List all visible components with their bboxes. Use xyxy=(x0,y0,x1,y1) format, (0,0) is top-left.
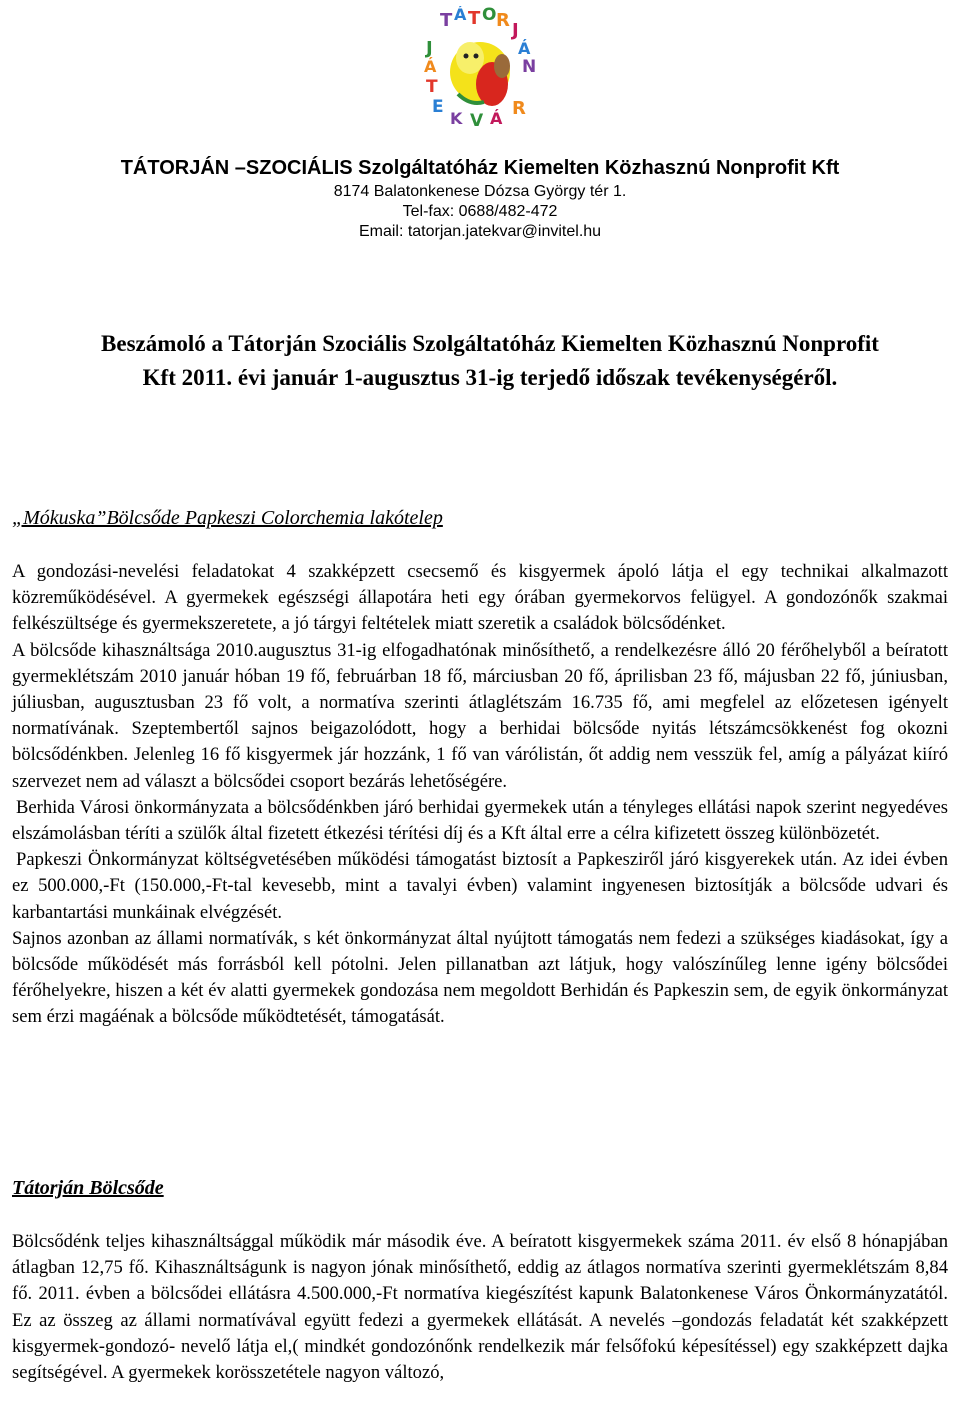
report-title-line: Kft 2011. évi január 1-augusztus 31-ig terjedő időszak tevékenységéről. xyxy=(142,365,838,390)
logo-letter: T xyxy=(440,10,453,31)
organization-address: 8174 Balatonkenese Dózsa György tér 1. xyxy=(333,183,627,200)
report-title-line: Beszámoló a Tátorján Szociális Szolgáltatóház Kiemelten Közhasznú Nonprofit xyxy=(101,331,879,356)
logo-eye xyxy=(474,54,479,59)
logo xyxy=(418,6,542,130)
paragraph: Bölcsődénk teljes kihasználtsággal működik már második éve. A beíratott kisgyermekek száma 2011. év első 8 hónapjában átlagban 12,75 fő. Kihasználtságunk is nagyon jónak minősíthető, eddig az átlagos normatíva szerinti gyermeklétszám 8,84 fő. 2011. évben a bölcsődei ellátásra 4.500.000,-Ft normatíva kiegészítést kapunk Balatonkenese Város Önkormányzatától. Ez az összeg az állami normatívával együtt fedezi a gyermekek ellátását. A nevelés –gondozás feladatát két szakképzett kisgyermek-gondozó- nevelő látja el,( mindkét gondozónőnk rendelkezik már felsőfokú képesítéssel) egy szakképzett dajka segítségével. A gyermekek korösszetétele nagyon változó, xyxy=(12,1231,948,1384)
logo-letter: V xyxy=(470,111,484,130)
logo-letter: R xyxy=(496,10,510,31)
logo-letter: T xyxy=(468,8,481,29)
logo-face-blob xyxy=(456,42,484,74)
organization-phone: Tel-fax: 0688/482-472 xyxy=(402,203,558,220)
logo-eye xyxy=(464,54,469,59)
report-title xyxy=(40,327,940,395)
logo-letter: R xyxy=(512,98,526,119)
section-heading: Tátorján Bölcsőde xyxy=(12,1177,164,1199)
logo-letter: O xyxy=(482,6,497,25)
section-tatorjan xyxy=(12,1174,948,1386)
organization-name: TÁTORJÁN –SZOCIÁLIS Szolgáltatóház Kiemelten Közhasznú Nonprofit Kft xyxy=(120,157,840,179)
section-mokuska xyxy=(12,504,948,1031)
logo-letter: J xyxy=(512,20,519,41)
logo-graphic xyxy=(418,6,542,130)
logo-letter: Á xyxy=(454,6,467,24)
logo-brown-blob xyxy=(494,54,510,78)
paragraph: Sajnos azonban az állami normatívák, s két önkormányzat által nyújtott támogatás nem fedezi a szükséges kiadásokat, így a bölcsőde működését más forrásból kell pótolni. Jelen pillanatban azt látjuk, hogy valószínűleg lenne igény bölcsődei férőhelyekre, hiszen a két év alatti gyermekek gondozása nem megoldott Berhidán és Papkeszin sem, de egyik önkormányzat sem érzi magáénak a bölcsőde működtetését, támogatását. xyxy=(12,927,948,1028)
logo-letter: E xyxy=(432,97,444,117)
organization-email: Email: tatorjan.jatekvar@invitel.hu xyxy=(358,223,602,240)
paragraph: Papkeszi Önkormányzat költségvetésében működési támogatást biztosít a Papkesziről járó kisgyerekek után. Az idei évben ez 500.000,-Ft (150.000,-Ft-tal kevesebb, mint a tavalyi évben) valamint ingyenesen biztosítják a bölcsőde udvari és karbantartási munkáinak elvégzését. xyxy=(12,849,948,923)
logo-letter: J xyxy=(426,38,433,59)
paragraph: A gondozási-nevelési feladatokat 4 szakképzett csecsemő és kisgyermek ápoló látja el egy technikai alkalmazott közreműködésével. A gyermekek egészségi állapotára heti egy órában gyermekorvos felügyel. A gondozónők szakmai felkészültsége és gyermekszeretete, a jó tárgyi feltételek miatt szeretik a családok bölcsődénket. xyxy=(12,561,948,635)
paragraph: A bölcsőde kihasználtsága 2010.augusztus 31-ig elfogadhatónak minősíthető, a rendelkezésre álló 20 férőhelyből a beíratott gyermeklétszám 2010 január hóban 19 fő, februárban 18 fő, márciusban 20 fő, áprilisban 23 fő, májusban 22 fő, júniusban, júliusban, augusztusban 23 fő volt, a normatíva szerinti átlaglétszám 16.735 fő, ami megfelel az előzetesen igényelt normatívának. Szeptembertől sajnos beigazolódott, hogy a berhidai bölcsőde nyitás létszámcsökkenést fog okozni bölcsődénkben. Jelenleg 16 fő kisgyermek jár hozzánk, 1 fő van várólistán, őt addig nem vesszük fel, amíg a pályázat kiíró szervezet nem ad választ a bölcsődei csoport bezárás lehetőségére. xyxy=(12,639,948,792)
logo-letter: N xyxy=(522,57,537,77)
letterhead xyxy=(0,154,960,242)
section-heading: „Mókuska”Bölcsőde Papkeszi Colorchemia lakótelep xyxy=(12,507,443,529)
logo-letter: Á xyxy=(490,109,503,128)
paragraph: Berhida Városi önkormányzata a bölcsődénkben járó berhidai gyermekek után a tényleges ellátási napok szerint negyedéves elszámolásban téríti a szülők által fizetett étkezési térítési díj és a Kft által erre a célra kifizetett összeg különbözetét. xyxy=(12,796,948,845)
logo-letter: Á xyxy=(424,57,437,76)
logo-letter: K xyxy=(450,109,463,128)
logo-letter: Á xyxy=(518,39,531,58)
logo-letter: T xyxy=(426,77,438,97)
